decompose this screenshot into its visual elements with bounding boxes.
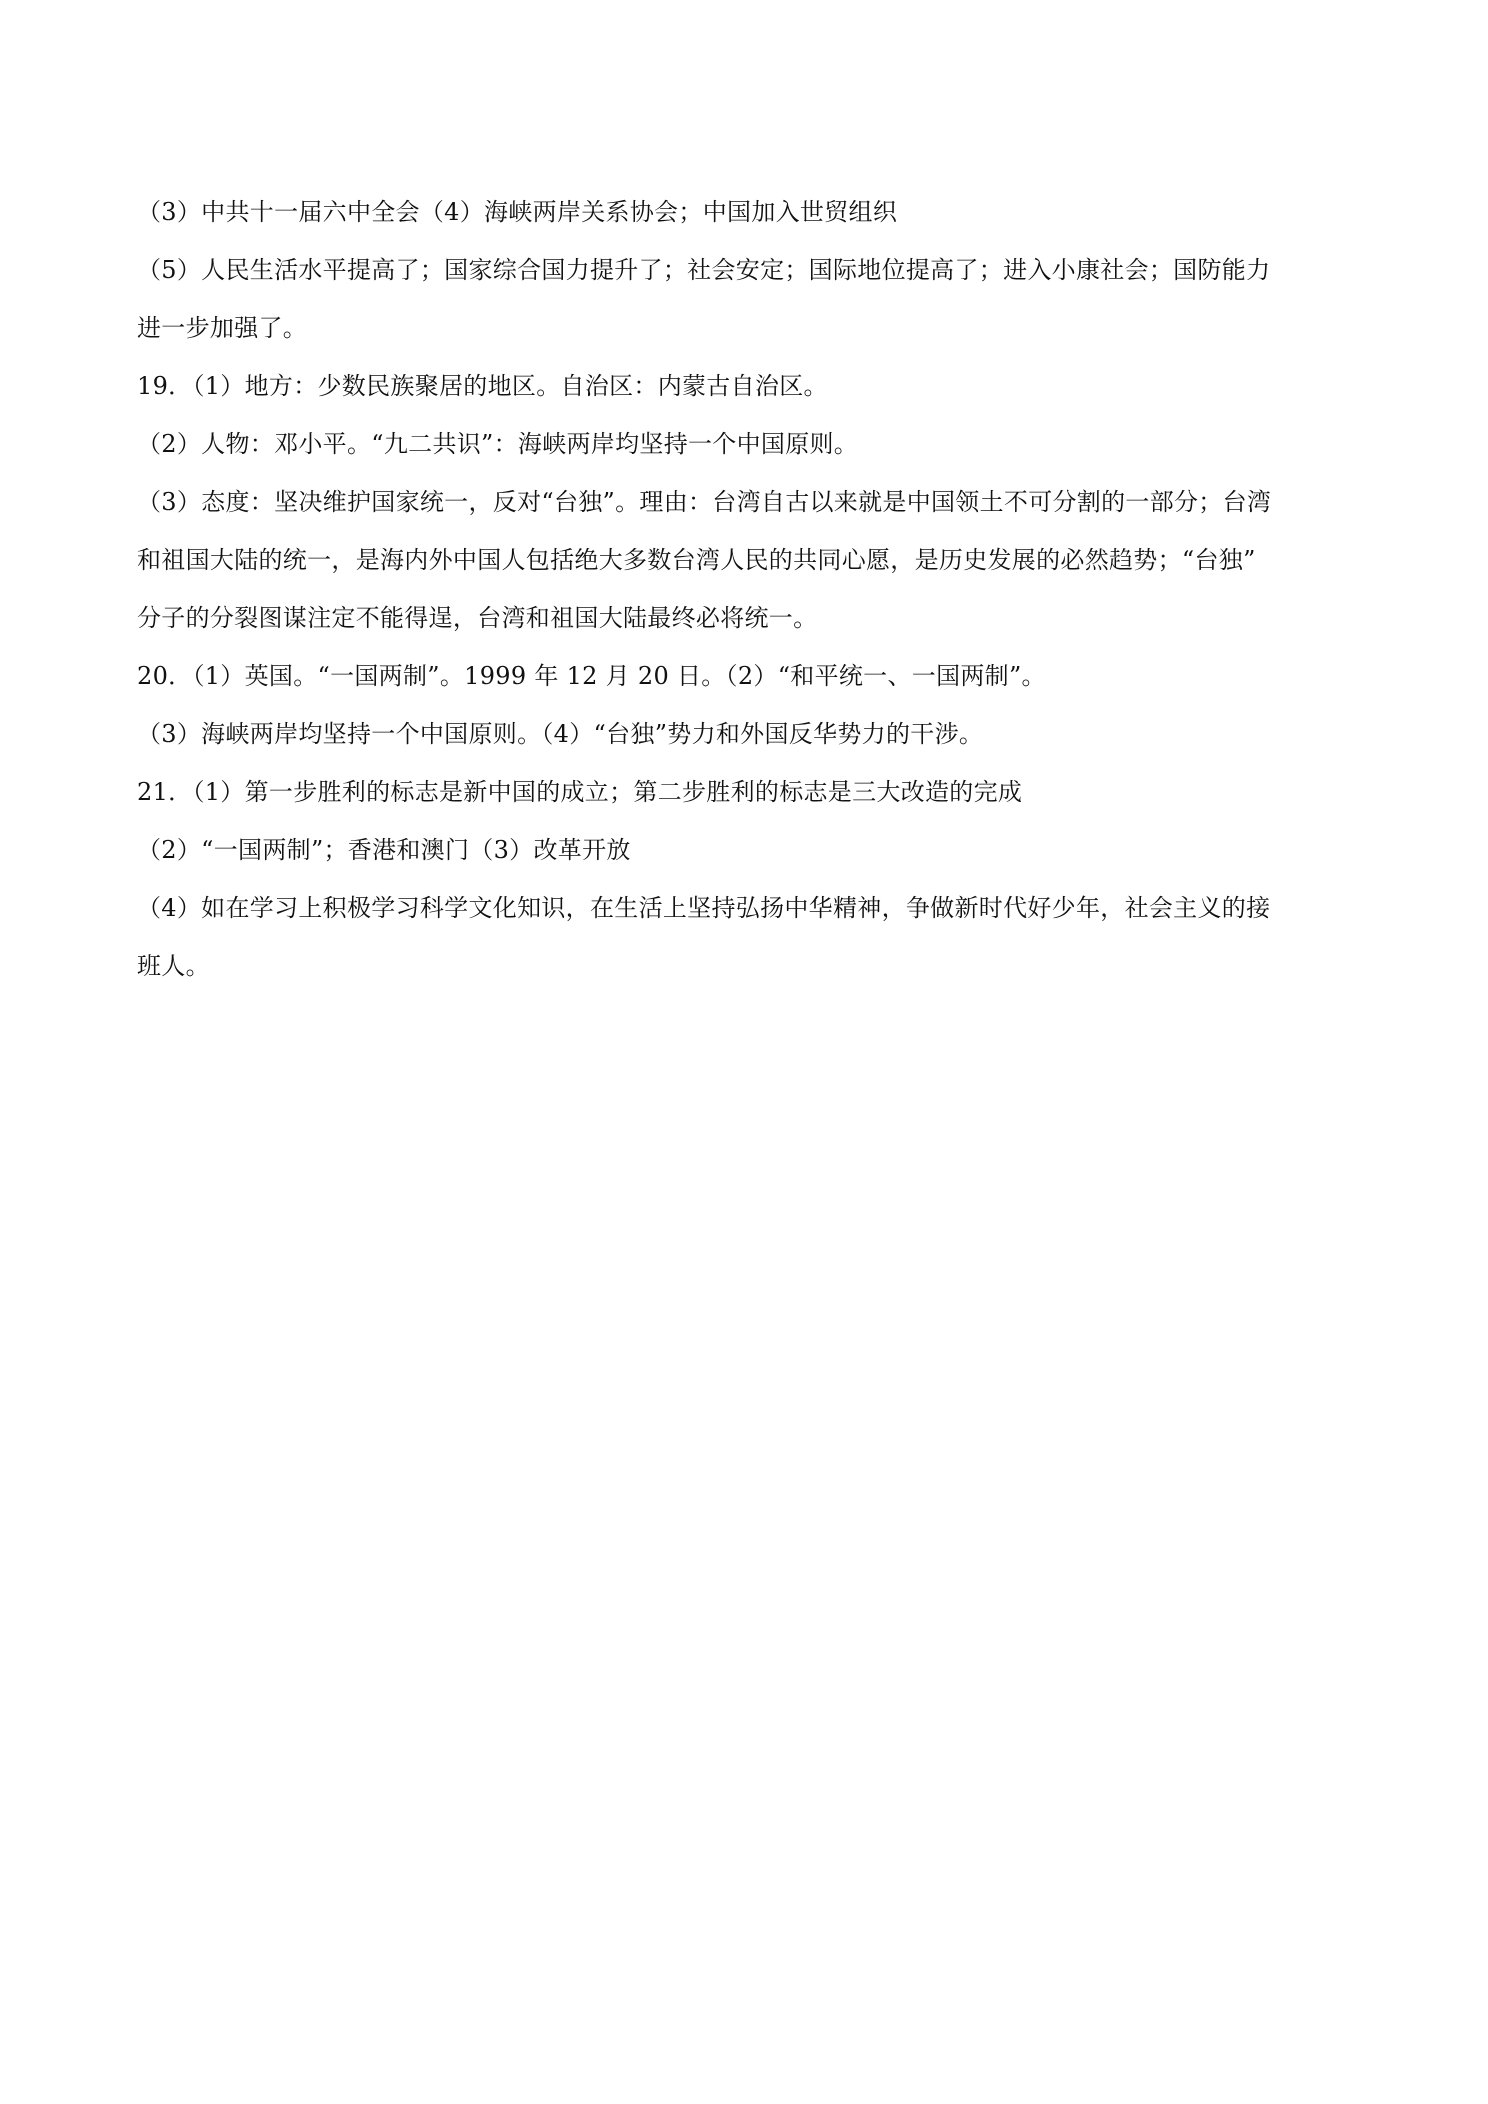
- question-21-line: 21．（1）第一步胜利的标志是新中国的成立；第二步胜利的标志是三大改造的完成: [137, 778, 1023, 806]
- answer-line: （4）如在学习上积极学习科学文化知识，在生活上坚持弘扬中华精神，争做新时代好少年，社会主义的接: [137, 894, 1271, 922]
- answer-line: （3）中共十一届六中全会（4）海峡两岸关系协会；中国加入世贸组织: [137, 198, 898, 226]
- answer-line: （5）人民生活水平提高了；国家综合国力提升了；社会安定；国际地位提高了；进入小康社会；国防能力: [137, 256, 1271, 284]
- answer-line: 和祖国大陆的统一，是海内外中国人包括绝大多数台湾人民的共同心愿，是历史发展的必然趋势；“台独”: [137, 546, 1256, 574]
- question-19-line: 19．（1）地方：少数民族聚居的地区。自治区：内蒙古自治区。: [137, 372, 828, 400]
- answer-line: 进一步加强了。: [137, 314, 308, 342]
- answer-text-block: [137, 183, 1362, 995]
- answer-line: （2）人物：邓小平。“九二共识”：海峡两岸均坚持一个中国原则。: [137, 430, 859, 458]
- answer-line: 班人。: [137, 952, 210, 980]
- question-20-line: 20．（1）英国。“一国两制”。1999 年 12 月 20 日。（2）“和平统一、一国两制”。: [137, 662, 1046, 690]
- answer-line: （3）海峡两岸均坚持一个中国原则。（4）“台独”势力和外国反华势力的干涉。: [137, 720, 984, 748]
- answer-line: （3）态度：坚决维护国家统一，反对“台独”。理由：台湾自古以来就是中国领土不可分割的一部分；台湾: [137, 488, 1272, 516]
- answer-line: （2）“一国两制”；香港和澳门（3）改革开放: [137, 836, 631, 864]
- answer-line: 分子的分裂图谋注定不能得逞，台湾和祖国大陆最终必将统一。: [137, 604, 818, 632]
